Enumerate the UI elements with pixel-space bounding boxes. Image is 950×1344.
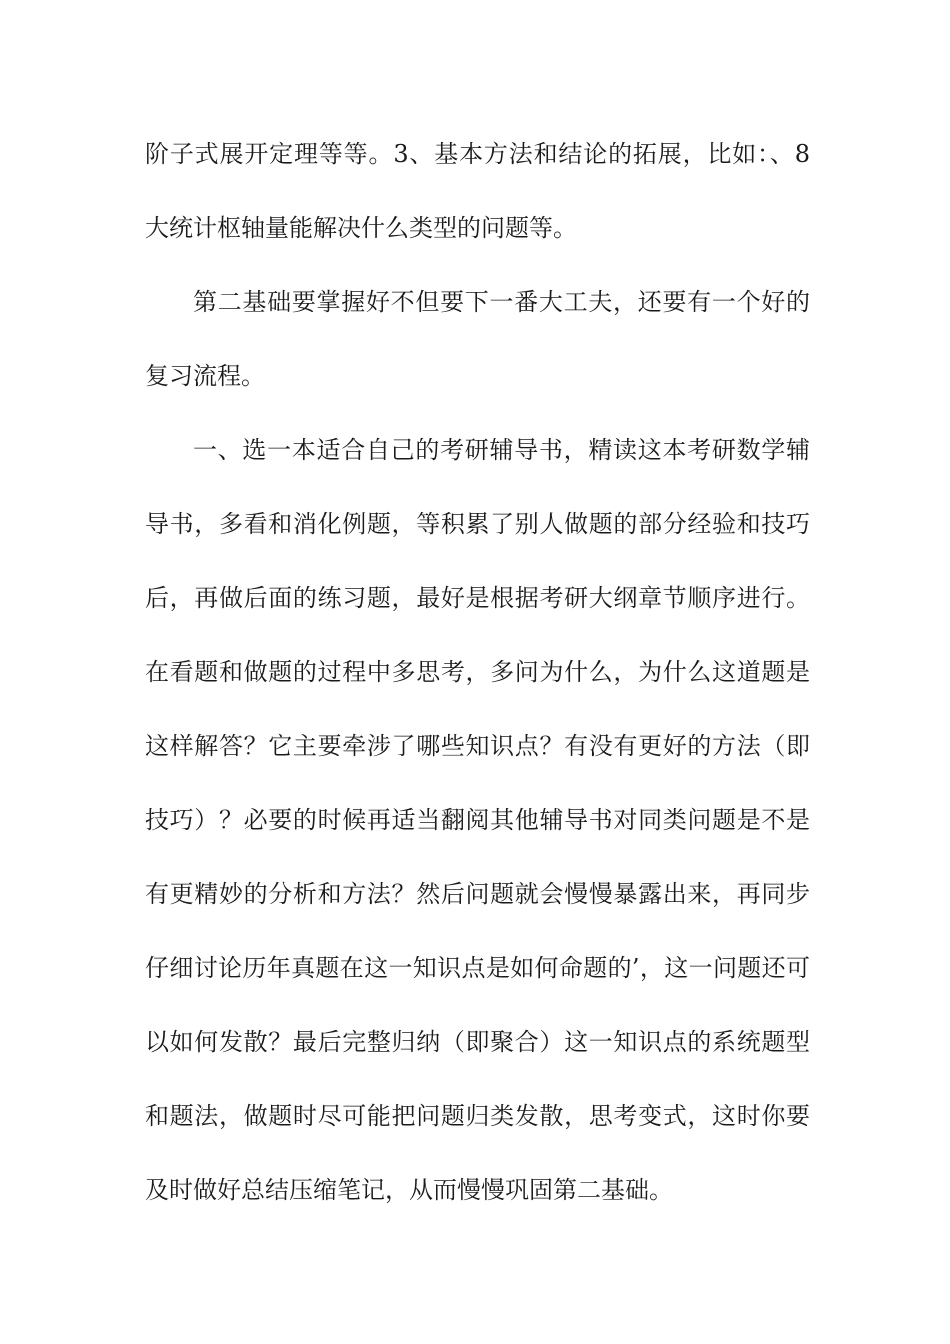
body-text-line: 技巧）？必要的时候再适当翻阅其他辅导书对同类问题是不是 — [145, 806, 810, 834]
body-text-line: 和题法，做题时尽可能把问题归类发散，思考变式，这时你要 — [145, 1102, 810, 1130]
paragraph-first-line: 一、选一本适合自己的考研辅导书，精读这本考研数学辅 — [193, 436, 810, 464]
paragraph-first-line: 第二基础要掌握好不但要下一番大工夫，还要有一个好的 — [193, 288, 810, 316]
body-text-line: 有更精妙的分析和方法？然后问题就会慢慢暴露出来，再同步 — [145, 880, 810, 908]
body-text-line: 后，再做后面的练习题，最好是根据考研大纲章节顺序进行。 — [145, 584, 810, 612]
body-text-line: 导书，多看和消化例题，等积累了别人做题的部分经验和技巧 — [145, 510, 810, 538]
body-text-line: 在看题和做题的过程中多思考，多问为什么，为什么这道题是 — [145, 658, 810, 686]
body-text-line: 阶子式展开定理等等。3、基本方法和结论的拓展，比如：、8 — [145, 140, 810, 168]
body-text-line: 以如何发散？最后完整归纳（即聚合）这一知识点的系统题型 — [145, 1028, 810, 1056]
body-text-line: 及时做好总结压缩笔记，从而慢慢巩固第二基础。 — [145, 1176, 673, 1204]
body-text-line: 大统计枢轴量能解决什么类型的问题等。 — [145, 214, 577, 242]
body-text-line: 这样解答？它主要牵涉了哪些知识点？有没有更好的方法（即 — [145, 732, 810, 760]
body-text-line: 复习流程。 — [145, 362, 265, 390]
body-text-line: 仔细讨论历年真题在这一知识点是如何命题的’，这一问题还可 — [145, 954, 810, 982]
